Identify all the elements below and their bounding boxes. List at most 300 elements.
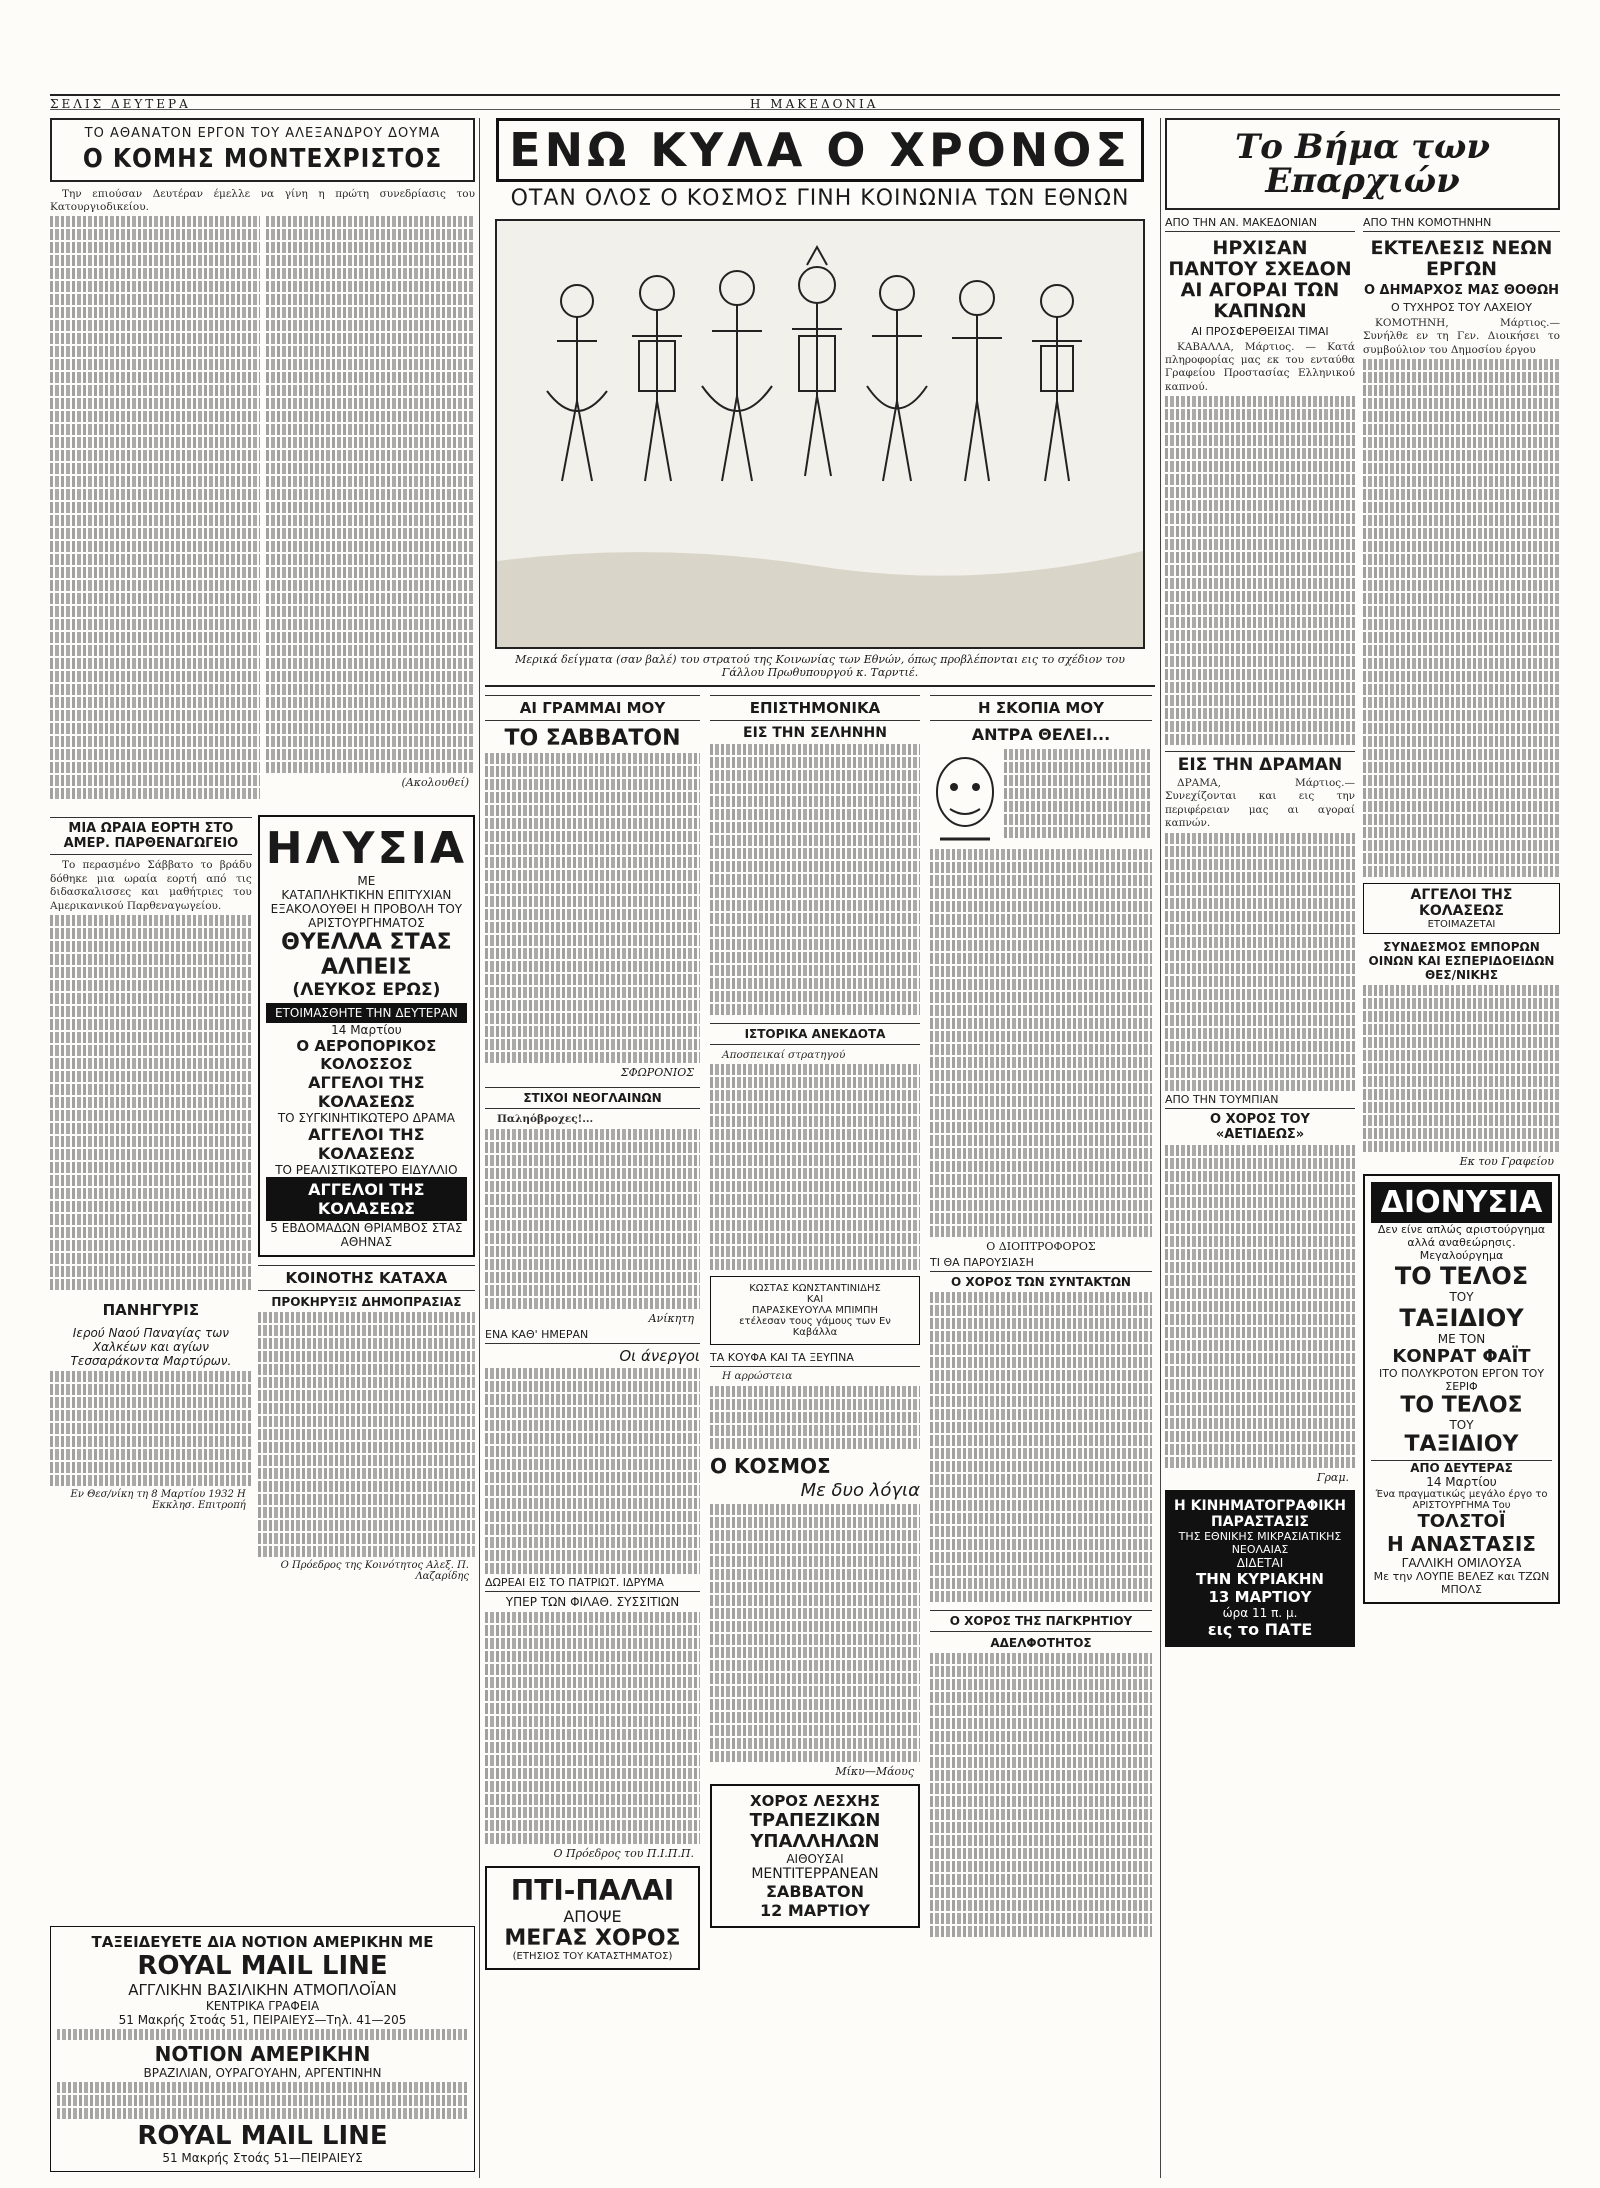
grammai-signature: ΣΦΩΡΟΝΙΟΣ: [620, 1066, 694, 1080]
grammai-title: ΤΟ ΣΑΒΒΑΤΟΝ: [504, 726, 681, 751]
text-line: [50, 216, 260, 227]
komotini-tag: ΑΠΟ ΤΗΝ ΚΟΜΟΤΗΝΗΝ: [1363, 216, 1560, 232]
kavala-lead: ΚΑΒΑΛΛΑ, Μάρτιος. — Κατά πληροφορίας μας εκ του ενταύθα Γραφείου Προστασίας Ελληνικού καπνού.: [1165, 340, 1355, 393]
text-line: [50, 255, 260, 266]
text-line: [1165, 872, 1355, 883]
text-line: [1165, 487, 1355, 498]
text-line: [266, 450, 476, 461]
kosmos-subtitle: Με δυο λόγια: [800, 1479, 920, 1501]
text-line: [50, 333, 260, 344]
text-line: [1165, 846, 1355, 857]
text-line: [266, 385, 476, 396]
text-line: [50, 606, 260, 617]
text-line: [50, 1436, 252, 1447]
text-line: [1165, 435, 1355, 446]
text-line: [485, 1563, 700, 1574]
text-line: [485, 1703, 700, 1714]
text-line: [57, 2095, 468, 2106]
text-line: [50, 372, 260, 383]
text-line: [485, 1742, 700, 1753]
text-line: [485, 1794, 700, 1805]
text-line: [485, 870, 700, 881]
text-line: [1165, 1236, 1355, 1247]
text-line: [1363, 723, 1560, 734]
kavala-title: ΗΡΧΙΣΑΝ ΠΑΝΤΟΥ ΣΧΕΔΟΝ ΑΙ ΑΓΟΡΑΙ ΤΩΝ ΚΑΠΝΩΝ: [1168, 237, 1352, 322]
text-line: [1165, 539, 1355, 550]
text-line: [710, 913, 920, 924]
text-line: [710, 978, 920, 989]
text-line: [485, 961, 700, 972]
text-line: [930, 1926, 1152, 1937]
text-line: [710, 1399, 920, 1410]
ad-line: Δεν είνε απλώς αριστούργημα αλλά αναθεώρησις. Μεγαλούργημα: [1377, 1223, 1546, 1263]
text-line: [50, 684, 260, 695]
text-line: [266, 242, 476, 253]
text-line: [266, 476, 476, 487]
text-line: [50, 307, 260, 318]
text-line: [930, 862, 1152, 873]
text-line: [258, 1416, 475, 1427]
text-line: [930, 1539, 1152, 1550]
text-line: [930, 940, 1152, 951]
text-line: [930, 1057, 1152, 1068]
text-line: [1165, 448, 1355, 459]
text-line: [50, 580, 260, 591]
text-line: [266, 320, 476, 331]
text-line: [930, 1500, 1152, 1511]
stixoi-signature: Ανίκητη: [648, 1311, 694, 1325]
text-line: [485, 1433, 700, 1444]
text-line: [485, 896, 700, 907]
text-line: [930, 1135, 1152, 1146]
text-line: [485, 1625, 700, 1636]
text-line: [930, 1331, 1152, 1342]
text-line: [266, 294, 476, 305]
text-line: [50, 941, 252, 952]
text-line: [485, 1000, 700, 1011]
panegyris-subtitle: Ιερού Ναού Παναγίας των Χαλκέων και αγίων Τεσσαράκοντα Μαρτύρων.: [70, 1326, 232, 1369]
text-line: [1165, 1314, 1355, 1325]
ad-line: ΤΑΞΕΙΔΕΥΕΤΕ ΔΙΑ ΝΟΤΙΟΝ ΑΜΕΡΙΚΗΝ ΜΕ: [91, 1933, 434, 1951]
text-line: [50, 294, 260, 305]
text-line: [50, 1449, 252, 1460]
text-line: [266, 554, 476, 565]
text-line: [266, 606, 476, 617]
text-line: [1004, 788, 1152, 799]
text-line: [266, 567, 476, 578]
imeran-title: Οι άνεργοι: [619, 1346, 700, 1365]
text-line: [930, 1213, 1152, 1224]
text-line: [1165, 1158, 1355, 1169]
xoros-ad: [710, 1784, 920, 1928]
text-line: [1165, 1262, 1355, 1273]
text-line: [1363, 762, 1560, 773]
text-line: [1363, 437, 1560, 448]
ad-line: ΚΑΤΑΠΛΗΚΤΙΚΗΝ ΕΠΙΤΥΧΙΑΝ ΕΞΑΚΟΛΟΥΘΕΙ Η ΠΡΟΒΟΛΗ ΤΟΥ ΑΡΙΣΤΟΥΡΓΗΜΑΤΟΣ: [270, 888, 463, 931]
text-line: [1165, 578, 1355, 589]
skopia-signature: Ο ΔΙΟΠΤΡΟΦΟΡΟΣ: [986, 1240, 1096, 1253]
text-line: [1165, 1340, 1355, 1351]
text-line: [50, 1423, 252, 1434]
text-line: [485, 1638, 700, 1649]
text-line: [1363, 985, 1560, 996]
newspaper-name: Η ΜΑΚΕΔΟΝΙΑ: [750, 97, 879, 111]
text-line: [1363, 1089, 1560, 1100]
text-line: [266, 684, 476, 695]
text-line: [50, 723, 260, 734]
text-line: [50, 1227, 252, 1238]
text-line: [1165, 1223, 1355, 1234]
text-line: [50, 788, 260, 799]
ad-line: Η ΚΙΝΗΜΑΤΟΓΡΑΦΙΚΗ: [1174, 1497, 1346, 1514]
text-line: [258, 1377, 475, 1388]
text-line: [50, 489, 260, 500]
feast-lead: Το περασμένο Σάββατο το βράδυ δόθηκε μια ωραία εορτή από τις διδασκαλισσες και μαθήτριες του Αμερικανικού Παρθεναγωγείου.: [50, 859, 252, 912]
text-line: [485, 909, 700, 920]
text-line: [485, 1272, 700, 1283]
page-label: ΣΕΛΙΣ ΔΕΥΤΕΡΑ: [50, 97, 191, 111]
katacha-title: ΚΟΙΝΟΤΗΣ ΚΑΤΑΧΑ: [258, 1265, 475, 1291]
text-line: [930, 1552, 1152, 1563]
text-line: [1165, 1288, 1355, 1299]
aneki-tag: ΙΣΤΟΡΙΚΑ ΑΝΕΚΔΟΤΑ: [710, 1023, 920, 1045]
text-line: [50, 1279, 252, 1290]
text-line: [1165, 513, 1355, 524]
text-line: [485, 1472, 700, 1483]
text-line: [1363, 866, 1560, 877]
text-line: [485, 1039, 700, 1050]
text-line: [710, 1530, 920, 1541]
stixoi-tag: ΣΤΙΧΟΙ ΝΕΟΓΛΑΙΝΩΝ: [485, 1087, 700, 1109]
text-line: [1363, 1102, 1560, 1113]
right-column: [1165, 118, 1560, 2178]
text-line: [710, 770, 920, 781]
text-line: [1165, 1444, 1355, 1455]
text-line: [50, 697, 260, 708]
ad-line: ΘΥΕΛΛΑ ΣΤΑΣ ΑΛΠΕΙΣ: [281, 930, 452, 981]
ad-line: ΤΑΞΙΔΙΟΥ: [1399, 1304, 1524, 1333]
skopia-title: ΑΝΤΡΑ ΘΕΛΕΙ...: [971, 725, 1111, 744]
text-line: [710, 1077, 920, 1088]
text-line: [710, 1738, 920, 1749]
text-line: [266, 346, 476, 357]
text-line: [930, 875, 1152, 886]
text-line: [710, 1129, 920, 1140]
ad-line: (ΕΤΗΣΙΟΣ ΤΟΥ ΚΑΤΑΣΤΗΜΑΤΟΣ): [512, 1950, 673, 1962]
center-column: [485, 118, 1155, 2178]
ad-line: ΚΕΝΤΡΙΚΑ ΓΡΑΦΕΙΑ: [205, 1999, 320, 2013]
text-line: [1363, 1115, 1560, 1126]
text-line: [1165, 526, 1355, 537]
text-line: [1004, 762, 1152, 773]
ad-line: ΤΡΑΠΕΖΙΚΩΝ: [749, 1809, 881, 1831]
text-line: [50, 915, 252, 926]
text-line: [50, 928, 252, 939]
text-line: [50, 1188, 252, 1199]
ad-line: 14 Μαρτίου: [331, 1023, 402, 1038]
text-line: [50, 1006, 252, 1017]
text-line: [258, 1338, 475, 1349]
text-line: [710, 1608, 920, 1619]
ad-line: ΤΗΝ ΚΥΡΙΑΚΗΝ: [1196, 1569, 1324, 1588]
serial-kicker: ΤΟ ΑΘΑΝΑΤΟΝ ΕΡΓΟΝ ΤΟΥ ΑΛΕΞΑΝΔΡΟΥ ΔΟΥΜΑ: [84, 126, 441, 141]
text-line: [266, 697, 476, 708]
dorea-tag: ΔΩΡΕΑΙ ΕΙΣ ΤΟ ΠΑΤΡΙΩΤ. ΙΔΡΥΜΑ: [485, 1576, 700, 1592]
text-line: [930, 1070, 1152, 1081]
text-line: [1165, 617, 1355, 628]
text-line: [485, 753, 700, 764]
text-line: [266, 580, 476, 591]
text-line: [258, 1364, 475, 1375]
text-line: [50, 1032, 252, 1043]
text-line: [710, 1412, 920, 1423]
text-line: [930, 1174, 1152, 1185]
ad-line: ΑΙΘΟΥΣΑΙ: [786, 1851, 844, 1866]
text-line: [1165, 669, 1355, 680]
text-line: [710, 1751, 920, 1762]
text-line: [266, 398, 476, 409]
text-line: [50, 1058, 252, 1069]
text-line: [1363, 1011, 1560, 1022]
ad-line: ΑΠΟΨΕ: [563, 1906, 622, 1926]
text-line: [50, 1410, 252, 1421]
text-line: [1363, 1076, 1560, 1087]
text-line: [485, 1233, 700, 1244]
text-line: [930, 901, 1152, 912]
text-line: [1363, 1050, 1560, 1061]
text-line: [50, 993, 252, 1004]
text-line: [50, 1475, 252, 1486]
text-line: [266, 333, 476, 344]
text-line: [1165, 1418, 1355, 1429]
text-line: [50, 229, 260, 240]
text-line: [57, 2108, 468, 2119]
text-line: [266, 658, 476, 669]
text-line: [485, 1677, 700, 1688]
text-line: [57, 2082, 468, 2093]
text-line: [266, 736, 476, 747]
ad-line: ΤΟ ΡΕΑΛΙΣΤΙΚΩΤΕΡΟ ΕΙΔΥΛΛΙΟ: [275, 1163, 458, 1178]
ad-line: ΜΕ ΤΟΝ: [1437, 1332, 1486, 1347]
ad-line: NOTION AMEPIKHN: [154, 2042, 371, 2066]
text-line: [710, 874, 920, 885]
text-line: [485, 1285, 700, 1296]
text-line: [485, 948, 700, 959]
ad-line: 5 ΕΒΔΟΜΑΔΩΝ ΘΡΙΑΜΒΟΣ ΣΤΑΣ ΑΘΗΝΑΣ: [270, 1221, 463, 1250]
text-line: [930, 1148, 1152, 1159]
text-line: [1165, 1015, 1355, 1026]
text-line: [930, 1731, 1152, 1742]
text-line: [1363, 658, 1560, 669]
ad-line: ΔΙΔΕΤΑΙ: [1236, 1555, 1284, 1570]
serial-header: [50, 118, 475, 182]
text-line: [485, 1381, 700, 1392]
text-line: [266, 749, 476, 760]
text-line: [50, 528, 260, 539]
text-line: [1165, 963, 1355, 974]
text-line: [1165, 989, 1355, 1000]
text-line: [266, 515, 476, 526]
text-line: [258, 1351, 475, 1362]
text-line: [1363, 1141, 1560, 1152]
koufa-lead: Η αρρώστεια: [722, 1370, 793, 1383]
ad-line: ΤΑΞΙΔΙΟΥ: [1404, 1432, 1519, 1458]
text-line: [930, 1718, 1152, 1729]
text-line: [930, 1200, 1152, 1211]
ad-line: 13 ΜΑΡΤΙΟΥ: [1208, 1587, 1312, 1606]
text-line: [930, 1161, 1152, 1172]
kavala-tag: ΑΠΟ ΤΗΝ ΑΝ. ΜΑΚΕΔΟΝΙΑΝ: [1165, 216, 1355, 232]
text-line: [1165, 695, 1355, 706]
text-line: [710, 783, 920, 794]
text-line: [1363, 554, 1560, 565]
text-line: [1165, 422, 1355, 433]
tsoumpl-tag: ΑΠΟ ΤΗΝ ΤΟΥΜΠΙΑΝ: [1165, 1093, 1355, 1109]
text-line: [485, 974, 700, 985]
text-line: [930, 1461, 1152, 1472]
text-line: [485, 1142, 700, 1153]
text-line: [485, 792, 700, 803]
text-line: [50, 424, 260, 435]
text-line: [1165, 1353, 1355, 1364]
text-line: [485, 1807, 700, 1818]
text-line: [266, 710, 476, 721]
text-line: [1363, 788, 1560, 799]
text-line: [50, 320, 260, 331]
wedding-notice: [710, 1276, 920, 1345]
text-line: [485, 935, 700, 946]
ad-line: (ΛΕΥΚΟΣ ΕΡΩΣ): [292, 980, 441, 1001]
text-line: [266, 255, 476, 266]
text-line: [50, 502, 260, 513]
text-line: [1363, 606, 1560, 617]
text-line: [710, 1207, 920, 1218]
text-line: [1165, 1457, 1355, 1468]
text-line: [1363, 697, 1560, 708]
text-line: [1165, 1366, 1355, 1377]
text-line: [1165, 656, 1355, 667]
text-line: [930, 1383, 1152, 1394]
text-line: [1165, 1301, 1355, 1312]
caricature-portrait: [930, 747, 1000, 847]
text-line: [710, 1504, 920, 1515]
ad-line: ΚΑΙ: [806, 1294, 824, 1306]
text-line: [930, 1591, 1152, 1602]
ad-line: ετέλεσαν τους γάμους των Εν Καβάλλα: [739, 1316, 891, 1339]
parousiasi-subtitle: Ο ΧΟΡΟΣ ΤΩΝ ΣΥΝΤΑΚΤΩΝ: [951, 1275, 1131, 1289]
epist-tag: ΕΠΙΣΤΗΜΟΝΙΚΑ: [710, 695, 920, 721]
text-line: [930, 1913, 1152, 1924]
text-line: [930, 888, 1152, 899]
text-line: [485, 1498, 700, 1509]
ad-line: ΠΤΙ-ΠΑΛΑΙ: [510, 1873, 675, 1907]
text-line: [1363, 541, 1560, 552]
text-line: [1165, 1041, 1355, 1052]
text-line: [258, 1442, 475, 1453]
text-line: [1004, 801, 1152, 812]
text-line: [710, 1595, 920, 1606]
text-line: [930, 1809, 1152, 1820]
text-line: [710, 1168, 920, 1179]
text-line: [710, 939, 920, 950]
text-line: [50, 980, 252, 991]
ilysia-title: ΗΛΥΣΙΑ: [265, 823, 467, 875]
text-line: [50, 671, 260, 682]
text-line: [930, 1187, 1152, 1198]
serial-signature: (Ακολουθεί): [401, 776, 469, 790]
text-line: [485, 1729, 700, 1740]
text-line: [1363, 632, 1560, 643]
text-line: [930, 1109, 1152, 1120]
text-line: [1165, 682, 1355, 693]
text-line: [710, 1634, 920, 1645]
text-line: [930, 1900, 1152, 1911]
text-line: [1165, 396, 1355, 407]
text-line: [485, 1052, 700, 1063]
ad-line: Ένα πραγματικώς μεγάλο έργο το ΑΡΙΣΤΟΥΡΓΗΜΑ Του: [1375, 1489, 1548, 1512]
text-line: [266, 528, 476, 539]
text-line: [930, 966, 1152, 977]
text-line: [485, 987, 700, 998]
text-line: [485, 1768, 700, 1779]
text-line: [1004, 775, 1152, 786]
text-line: [50, 762, 260, 773]
column-divider: [1160, 118, 1161, 2178]
ad-line: ΠΑΡΑΣΚΕΥΟΥΛΑ ΜΠΙΜΠΗ: [751, 1305, 879, 1317]
text-line: [710, 1116, 920, 1127]
text-line: [1363, 1024, 1560, 1035]
ad-line: ΧΟΡΟΣ ΛΕΣΧΗΣ: [750, 1791, 880, 1810]
syndesmos-signature: Εκ του Γραφείου: [1459, 1155, 1554, 1169]
text-line: [1165, 409, 1355, 420]
text-line: [930, 1874, 1152, 1885]
text-line: [50, 736, 260, 747]
text-line: [1363, 840, 1560, 851]
text-line: [1363, 411, 1560, 422]
text-line: [1165, 500, 1355, 511]
angeloi-box: [1363, 883, 1560, 934]
text-line: [50, 967, 252, 978]
text-line: [485, 766, 700, 777]
text-line: [258, 1403, 475, 1414]
kosmos-signature: Μίκυ—Μάους: [835, 1764, 914, 1778]
ad-line: 12 ΜΑΡΤΙΟΥ: [760, 1900, 870, 1920]
text-line: [710, 1090, 920, 1101]
epist-column: [710, 687, 920, 1934]
text-line: [485, 1781, 700, 1792]
text-line: [1165, 1405, 1355, 1416]
text-line: [485, 1013, 700, 1024]
ad-line: ΣΑΒΒΑΤΟΝ: [766, 1881, 864, 1901]
text-line: [710, 796, 920, 807]
text-line: [710, 926, 920, 937]
text-line: [930, 1770, 1152, 1781]
center-lower: [485, 685, 1155, 2178]
text-line: [710, 1246, 920, 1257]
text-line: [485, 1420, 700, 1431]
text-line: [1165, 950, 1355, 961]
text-line: [50, 645, 260, 656]
text-line: [1165, 1431, 1355, 1442]
text-line: [485, 922, 700, 933]
text-line: [930, 1031, 1152, 1042]
text-line: [930, 1887, 1152, 1898]
text-line: [50, 1384, 252, 1395]
text-line: [266, 632, 476, 643]
text-line: [50, 1071, 252, 1082]
aneki-lead: Αποσπεικαί στρατηγού: [722, 1049, 846, 1061]
text-line: [266, 411, 476, 422]
